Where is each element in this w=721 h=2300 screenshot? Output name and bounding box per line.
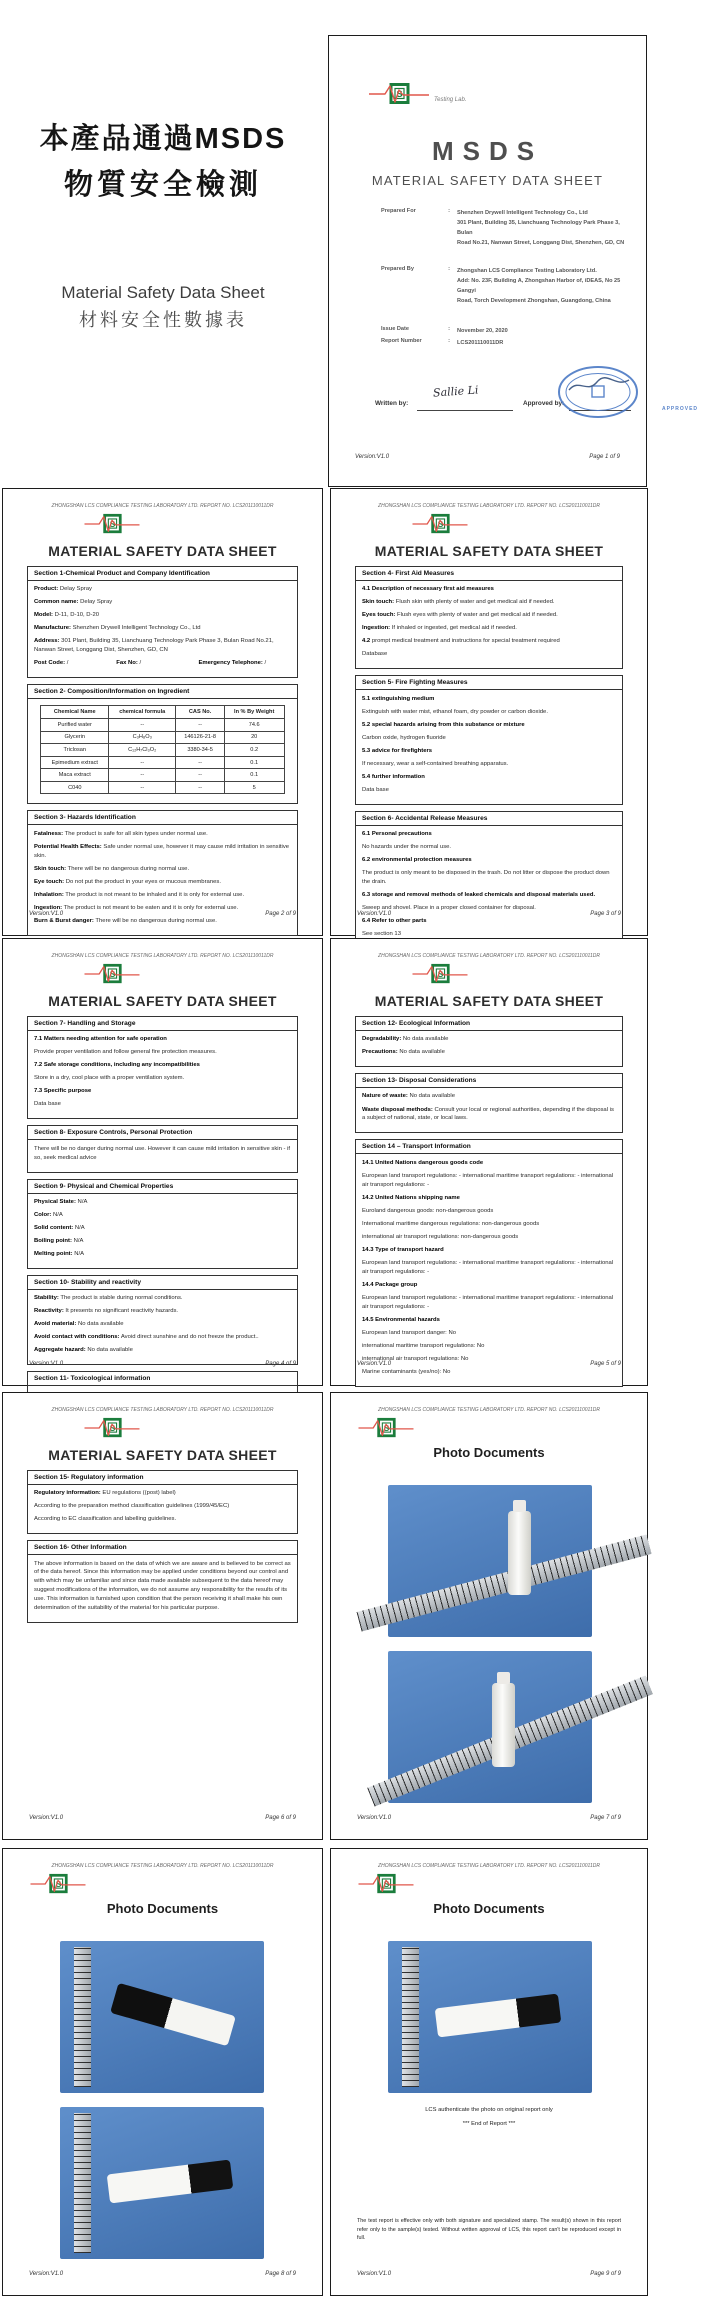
section-box bbox=[355, 1016, 623, 1067]
section-line: Marine contaminants (yes/no): No bbox=[362, 1368, 451, 1375]
prepared-by-value bbox=[457, 266, 633, 306]
section-line: Extinguish with water mist, ethanol foam, dry powder or carbon dioxide. bbox=[362, 708, 548, 715]
section-line: 5.1 extinguishing medium bbox=[362, 695, 435, 702]
page-footer bbox=[357, 911, 621, 917]
issue-date-row bbox=[381, 326, 633, 336]
colon: : bbox=[448, 338, 450, 344]
msds-subtitle: MATERIAL SAFETY DATA SHEET bbox=[371, 173, 604, 188]
table-cell: -- bbox=[109, 756, 176, 769]
photo-page-7 bbox=[330, 1392, 648, 1840]
section-box bbox=[27, 1016, 298, 1119]
end-of-report: *** End of Report *** bbox=[462, 2121, 516, 2127]
prepared-for-line: Shenzhen Drywell Intelligent Technology Co., Ltd bbox=[457, 210, 588, 216]
section-box bbox=[27, 1470, 298, 1534]
report-header: ZHONGSHAN LCS COMPLIANCE TESTING LABORATORY LTD. REPORT NO. LCS201110011DR bbox=[378, 1407, 600, 1413]
table-cell: C₁₂H₇Cl₃O₂ bbox=[109, 744, 176, 757]
section-line: Post Code: / Fax No: / Emergency Telephone: / bbox=[34, 660, 267, 667]
section-box bbox=[355, 566, 623, 669]
table-cell: -- bbox=[109, 718, 176, 731]
section-line: Melting point: N/A bbox=[34, 1250, 85, 1257]
section-title: Section 12- Ecological Information bbox=[356, 1017, 622, 1031]
photo-documents-title: Photo Documents bbox=[106, 1901, 219, 1916]
lcs-logo-icon bbox=[81, 963, 143, 985]
sheet-title: MATERIAL SAFETY DATA SHEET bbox=[48, 1447, 277, 1463]
prepared-by-line: Zhongshan LCS Compliance Testing Laboratory Ltd. bbox=[457, 268, 597, 274]
section-line: International maritime dangerous regulations: non-dangerous goods bbox=[362, 1220, 540, 1227]
page-body bbox=[355, 566, 623, 955]
lcs-logo-icon bbox=[367, 82, 431, 106]
section-line: 7.3 Specific purpose bbox=[34, 1088, 92, 1095]
version-label: Version:V1.0 bbox=[357, 911, 392, 917]
section-line: international air transport regulations: non-dangerous goods bbox=[362, 1233, 519, 1240]
report-header: ZHONGSHAN LCS COMPLIANCE TESTING LABORATORY LTD. REPORT NO. LCS201110011DR bbox=[378, 953, 600, 959]
prepared-for-line: Road No.21, Nanwan Street, Longgang Dist, Shenzhen, GD, CN bbox=[457, 240, 625, 246]
table-cell: Epimedium extract bbox=[41, 756, 109, 769]
section-line: Common name: Delay Spray bbox=[34, 599, 113, 606]
report-number-value: LCS201110011DR bbox=[457, 340, 504, 346]
msds-page-1 bbox=[328, 35, 699, 487]
page-number: Page 3 of 9 bbox=[590, 911, 621, 917]
section-line: Model: D-11, D-10, D-20 bbox=[34, 612, 100, 619]
page-number: Page 1 of 9 bbox=[589, 454, 620, 460]
section-line: Waste disposal methods: Consult your local or regional authorities, depending if the disposal is a subject of national, state, or local laws. bbox=[362, 1106, 614, 1122]
ruler bbox=[402, 1947, 419, 2087]
section-title: Section 14 – Transport Information bbox=[356, 1140, 622, 1154]
msds-page-5 bbox=[330, 938, 648, 1386]
sample-photo bbox=[388, 1485, 592, 1637]
prepared-by-row bbox=[381, 266, 633, 306]
section-line: Solid content: N/A bbox=[34, 1224, 85, 1231]
section-box bbox=[355, 1139, 623, 1386]
sample-bottle bbox=[492, 1683, 515, 1767]
testing-lab-label: Testing Lab. bbox=[434, 97, 467, 103]
section-box bbox=[27, 1540, 298, 1623]
section-title: Section 7- Handling and Storage bbox=[28, 1017, 297, 1031]
page-body bbox=[27, 1470, 298, 1629]
section-line: There will be no danger during normal use. However it can cause mild irritation in sensitive skin - if so, seek medical advice bbox=[34, 1145, 291, 1161]
section-line: Avoid contact with conditions: Avoid direct sunshine and do not freeze the product.. bbox=[34, 1334, 259, 1341]
section-line: According to EC classification and labelling guidelines. bbox=[34, 1516, 177, 1523]
prepared-by-line: Add: No. 23F, Building A, Zhongshan Harbor of, iDEAS, No 25 Gangyi bbox=[457, 278, 621, 294]
section-title: Section 4- First Aid Measures bbox=[356, 567, 622, 581]
section-line: 5.2 special hazards arising from this substance or mixture bbox=[362, 721, 525, 728]
sample-photo bbox=[388, 1651, 592, 1803]
section-line: 14.3 Type of transport hazard bbox=[362, 1246, 444, 1253]
section-line: European land transport danger: No bbox=[362, 1329, 456, 1336]
page-number: Page 4 of 9 bbox=[265, 1361, 296, 1367]
section-line: 6.1 Personal precautions bbox=[362, 831, 432, 838]
sheet-title: MATERIAL SAFETY DATA SHEET bbox=[374, 543, 604, 559]
section-line: The above information is based on the data of which we are aware and is believed to be correct as of the data hereof. Since this information may be applied under conditions beyond our control and with which may be unfamiliar and since data made available subsequent to the data hereof may suggest modifications of the information, we do not assume any responsibility for the results of its use. This information is furnished upon condition that the person receiving it shall make his own determination of the suitability of the material for his particular purpose. bbox=[34, 1560, 291, 1611]
section-title: Section 15- Regulatory information bbox=[28, 1471, 297, 1485]
sample-photo bbox=[60, 1941, 264, 2093]
section-line: 5.3 advice for firefighters bbox=[362, 747, 433, 754]
section-box bbox=[27, 1179, 298, 1269]
page-body bbox=[27, 566, 298, 942]
section-line: Sweep and shovel. Place in a proper closed container for disposal. bbox=[362, 905, 536, 912]
sample-photo bbox=[60, 2107, 264, 2259]
page-footer bbox=[29, 1361, 296, 1367]
stamp-icon bbox=[557, 364, 639, 420]
table-cell: 0.1 bbox=[224, 769, 284, 782]
section-line: Product: Delay Spray bbox=[34, 586, 92, 593]
lcs-logo-icon bbox=[81, 1417, 143, 1439]
sheet-title: MATERIAL SAFETY DATA SHEET bbox=[374, 993, 604, 1009]
section-box bbox=[355, 811, 623, 949]
section-line: Skin touch: There will be no dangerous during normal use. bbox=[34, 865, 190, 872]
table-cell: -- bbox=[176, 769, 224, 782]
report-disclaimer: The test report is effective only with both signature and specialized stamp. The result(s) shown in this report refer only to the sample(s) tested. Without written approval of LCS, this report can't be reproduced except in full. bbox=[357, 2218, 621, 2242]
section-line: Data base bbox=[34, 1101, 61, 1108]
section-line: 14.4 Package group bbox=[362, 1281, 418, 1288]
issue-date-value: November 20, 2020 bbox=[457, 328, 508, 334]
section-line: Precautions: No data available bbox=[362, 1049, 445, 1056]
section-line: 6.2 environmental protection measures bbox=[362, 857, 472, 864]
sheet-title: MATERIAL SAFETY DATA SHEET bbox=[48, 543, 277, 559]
colon: : bbox=[448, 208, 450, 214]
section-line: Euroland dangerous goods: non-dangerous goods bbox=[362, 1207, 494, 1214]
table-cell: C₃H₈O₃ bbox=[109, 731, 176, 744]
msds-page-3 bbox=[330, 488, 648, 936]
section-line: Database bbox=[362, 651, 388, 658]
section-box bbox=[27, 1125, 298, 1172]
table-cell: -- bbox=[176, 781, 224, 794]
table-cell: 20 bbox=[224, 731, 284, 744]
report-header: ZHONGSHAN LCS COMPLIANCE TESTING LABORATORY LTD. REPORT NO. LCS201110011DR bbox=[51, 1863, 274, 1869]
section-box bbox=[27, 684, 298, 804]
section-line: Degradability: No data available bbox=[362, 1036, 449, 1043]
page-number: Page 2 of 9 bbox=[265, 911, 296, 917]
section-line: See section 13 bbox=[362, 931, 401, 938]
page-number: Page 9 of 9 bbox=[590, 2271, 621, 2277]
report-number-label: Report Number bbox=[381, 338, 422, 344]
page-body bbox=[27, 1016, 298, 1416]
table-cell: -- bbox=[176, 718, 224, 731]
sample-bottle bbox=[110, 1983, 236, 2046]
section-line: The product is only meant to be disposed in the trash. Do not litter or dispose the product down the drain. bbox=[362, 870, 610, 886]
table-cell: Purified water bbox=[41, 718, 109, 731]
prepared-by-label: Prepared By bbox=[381, 266, 414, 272]
page-number: Page 7 of 9 bbox=[590, 1815, 621, 1821]
lcs-logo-icon bbox=[355, 1417, 417, 1439]
section-line: Manufacture: Shenzhen Drywell Intelligent Technology Co., Ltd bbox=[34, 625, 201, 632]
version-label: Version:V1.0 bbox=[355, 454, 390, 460]
section-line: Nature of waste: No data available bbox=[362, 1093, 455, 1100]
table-cell: -- bbox=[109, 781, 176, 794]
section-line: 14.1 United Nations dangerous goods code bbox=[362, 1159, 484, 1166]
section-line: international air transport regulations: No bbox=[362, 1355, 469, 1362]
version-label: Version:V1.0 bbox=[357, 2271, 392, 2277]
page-footer bbox=[355, 454, 620, 460]
written-signature-line bbox=[417, 410, 513, 411]
approved-by-label: Approved by: bbox=[523, 400, 565, 407]
colon: : bbox=[448, 266, 450, 272]
section-title: Section 6- Accidental Release Measures bbox=[356, 812, 622, 826]
table-cell: 146126-21-8 bbox=[176, 731, 224, 744]
section-line: Stability: The product is stable during normal conditions. bbox=[34, 1295, 183, 1302]
section-line: Ingestion: If inhaled or ingested, get medical aid if needed. bbox=[362, 625, 517, 632]
table-cell: Triclosan bbox=[41, 744, 109, 757]
report-header: ZHONGSHAN LCS COMPLIANCE TESTING LABORATORY LTD. REPORT NO. LCS201110011DR bbox=[51, 503, 274, 509]
lcs-logo-icon bbox=[409, 963, 471, 985]
hero-text-block bbox=[0, 0, 326, 360]
ruler bbox=[74, 1947, 91, 2087]
table-cell: 5 bbox=[224, 781, 284, 794]
approved-signature-scribble bbox=[569, 378, 629, 390]
section-line: Burn & Burst danger: There will be no dangerous during normal use. bbox=[34, 917, 217, 924]
page-number: Page 8 of 9 bbox=[265, 2271, 296, 2277]
sample-photo bbox=[388, 1941, 592, 2093]
section-title: Section 9- Physical and Chemical Properties bbox=[28, 1180, 297, 1194]
section-line: Address: 301 Plant, Building 35, Lianchuang Technology Park Phase 3, Bulan Road No.21, Nanwan Street, Longgang Dist, Shenzhen, GD, CN bbox=[34, 638, 274, 654]
table-cell: 3380-34-5 bbox=[176, 744, 224, 757]
prepared-for-line: 301 Plant, Building 35, Lianchuang Technology Park Phase 3, Bulan bbox=[457, 220, 620, 236]
written-signature: Sallie Li bbox=[432, 383, 479, 400]
section-line: Ingestion: The product is not meant to be eaten and it is only for external use. bbox=[34, 904, 239, 911]
table-cell: 74.6 bbox=[224, 718, 284, 731]
table-cell: Glycerin bbox=[41, 731, 109, 744]
msds-page-2 bbox=[2, 488, 323, 936]
photo-page-9 bbox=[330, 1848, 648, 2296]
sample-bottle bbox=[107, 2160, 234, 2204]
section-line: Fatalness: The product is safe for all skin types under normal use. bbox=[34, 830, 208, 837]
prepared-for-value bbox=[457, 208, 633, 248]
report-header: ZHONGSHAN LCS COMPLIANCE TESTING LABORATORY LTD. REPORT NO. LCS201110011DR bbox=[51, 1407, 274, 1413]
section-line: European land transport regulations: - international maritime transport regulations: - international air transport regulations: - bbox=[362, 1172, 614, 1188]
stamp-text: APPROVED bbox=[661, 406, 699, 412]
prepared-for-label: Prepared For bbox=[381, 208, 416, 214]
page-number: Page 5 of 9 bbox=[590, 1361, 621, 1367]
table-cell: C040 bbox=[41, 781, 109, 794]
lcs-logo-icon bbox=[81, 513, 143, 535]
lcs-logo-icon bbox=[355, 1873, 417, 1895]
section-line: 5.4 further information bbox=[362, 773, 425, 780]
page-footer bbox=[29, 911, 296, 917]
hero-title-line2: 物質安全檢測 bbox=[63, 169, 262, 201]
version-label: Version:V1.0 bbox=[29, 1815, 64, 1821]
section-line: Aggregate hazard: No data available bbox=[34, 1347, 133, 1354]
page-footer bbox=[357, 2271, 621, 2277]
table-cell: Maca extract bbox=[41, 769, 109, 782]
table-header-cell: chemical formula bbox=[109, 706, 176, 719]
section-line: 6.4 Refer to other parts bbox=[362, 918, 427, 925]
section-line: No hazards under the normal use. bbox=[362, 844, 452, 851]
section-line: Eyes touch: Flush eyes with plenty of water and get medical aid if needed. bbox=[362, 612, 558, 619]
issue-date-label: Issue Date bbox=[381, 326, 409, 332]
prepared-for-row bbox=[381, 208, 633, 248]
table-header-cell: In % By Weight bbox=[224, 706, 284, 719]
table-header-cell: Chemical Name bbox=[41, 706, 109, 719]
lcs-logo bbox=[367, 82, 466, 106]
photo-documents-title: Photo Documents bbox=[433, 1445, 545, 1460]
report-header: ZHONGSHAN LCS COMPLIANCE TESTING LABORATORY LTD. REPORT NO. LCS201110011DR bbox=[378, 503, 600, 509]
hero-subtitle-en: Material Safety Data Sheet bbox=[61, 283, 265, 302]
table-cell: 0.2 bbox=[224, 744, 284, 757]
section-line: 7.2 Safe storage conditions, including any incompatibilities bbox=[34, 1062, 200, 1069]
section-line: 14.2 United Nations shipping name bbox=[362, 1194, 460, 1201]
section-line: Potential Health Effects: Safe under normal use, however it may cause mild irritation in sensitive skin. bbox=[34, 843, 290, 859]
approval-stamp bbox=[557, 364, 699, 420]
version-label: Version:V1.0 bbox=[29, 1361, 64, 1367]
section-line: 6.3 storage and removal methods of leaked chemicals and disposal materials used. bbox=[362, 892, 596, 899]
ingredient-table bbox=[40, 705, 284, 794]
ruler bbox=[74, 2113, 91, 2253]
section-line: 7.1 Matters needing attention for safe operation bbox=[34, 1036, 167, 1043]
hero-subtitle-zh: 材料安全性數據表 bbox=[79, 310, 247, 330]
section-line: Eye touch: Do not put the product in your eyes or mucous membranes. bbox=[34, 878, 221, 885]
section-line: Boiling point: N/A bbox=[34, 1237, 84, 1244]
hero-title-line1: 本產品通過MSDS bbox=[39, 123, 287, 155]
report-header: ZHONGSHAN LCS COMPLIANCE TESTING LABORATORY LTD. REPORT NO. LCS201110011DR bbox=[378, 1863, 600, 1869]
section-line: international maritime transport regulations: No bbox=[362, 1342, 485, 1349]
authenticate-note: LCS authenticate the photo on original report only bbox=[425, 2107, 553, 2113]
section-title: Section 2- Composition/Information on Ingredient bbox=[28, 685, 297, 699]
photo-page-8 bbox=[2, 1848, 323, 2296]
sheet-title: MATERIAL SAFETY DATA SHEET bbox=[48, 993, 277, 1009]
section-box bbox=[27, 1275, 298, 1365]
page-footer bbox=[29, 2271, 296, 2277]
section-line: If necessary, wear a self-contained breathing apparatus. bbox=[362, 760, 509, 767]
section-title: Section 16- Other Information bbox=[28, 1541, 297, 1555]
photo-documents-title: Photo Documents bbox=[433, 1901, 545, 1916]
page-footer bbox=[357, 1815, 621, 1821]
section-title: Section 10- Stability and reactivity bbox=[28, 1276, 297, 1290]
section-line: Skin touch: Flush skin with plenty of water and get medical aid if needed. bbox=[362, 599, 555, 606]
table-header-cell: CAS No. bbox=[176, 706, 224, 719]
version-label: Version:V1.0 bbox=[29, 911, 64, 917]
page-body bbox=[355, 1016, 623, 1393]
section-title: Section 5- Fire Fighting Measures bbox=[356, 676, 622, 690]
section-box bbox=[355, 675, 623, 805]
table-cell: -- bbox=[176, 756, 224, 769]
section-line: Data base bbox=[362, 786, 389, 793]
msds-page-6 bbox=[2, 1392, 323, 1840]
section-line: European land transport regulations: - international maritime transport regulations: - international air transport regulations: - bbox=[362, 1294, 614, 1310]
section-line: Inhalation: The product is not meant to be inhaled and it is only for external use. bbox=[34, 891, 245, 898]
report-number-row bbox=[381, 338, 633, 348]
table-cell: 0.1 bbox=[224, 756, 284, 769]
prepared-by-line: Road, Torch Development Zhongshan, Guangdong, China bbox=[457, 298, 611, 304]
section-line: Carbon oxide, hydrogen fluoride bbox=[362, 734, 446, 741]
section-title: Section 8- Exposure Controls, Personal Protection bbox=[28, 1126, 297, 1140]
lcs-logo-icon bbox=[409, 513, 471, 535]
section-title: Section 11- Toxicological information bbox=[28, 1372, 297, 1386]
msds-title: MSDS bbox=[431, 136, 544, 166]
report-header: ZHONGSHAN LCS COMPLIANCE TESTING LABORATORY LTD. REPORT NO. LCS201110011DR bbox=[51, 953, 274, 959]
section-line: Store in a dry, cool place with a proper ventilation system. bbox=[34, 1075, 185, 1082]
section-line: Reactivity: It presents no significant reactivity hazards. bbox=[34, 1308, 179, 1315]
page-number: Page 6 of 9 bbox=[265, 1815, 296, 1821]
section-line: Avoid material: No data available bbox=[34, 1321, 124, 1328]
section-line: Color: N/A bbox=[34, 1211, 63, 1218]
section-title: Section 1-Chemical Product and Company Identification bbox=[28, 567, 297, 581]
ruler bbox=[357, 1535, 652, 1632]
section-line: European land transport regulations: - international maritime transport regulations: - international air transport regulations: - bbox=[362, 1259, 614, 1275]
section-box bbox=[27, 566, 298, 678]
sample-bottle bbox=[435, 1994, 562, 2038]
sample-bottle bbox=[508, 1511, 531, 1595]
section-box bbox=[355, 1073, 623, 1133]
section-line: 4.1 Description of necessary first aid measures bbox=[362, 586, 494, 593]
section-line: 14.5 Environmental hazards bbox=[362, 1316, 440, 1323]
msds-page-4 bbox=[2, 938, 323, 1386]
written-by-label: Written by: bbox=[375, 400, 409, 407]
section-title: Section 13- Disposal Considerations bbox=[356, 1074, 622, 1088]
section-box bbox=[27, 810, 298, 935]
version-label: Version:V1.0 bbox=[357, 1361, 392, 1367]
page-footer bbox=[357, 1361, 621, 1367]
lcs-logo-icon bbox=[27, 1873, 89, 1895]
page-footer bbox=[29, 1815, 296, 1821]
section-line: 4.2 prompt medical treatment and instructions for special treatment required bbox=[362, 638, 560, 645]
table-cell: -- bbox=[109, 769, 176, 782]
version-label: Version:V1.0 bbox=[29, 2271, 64, 2277]
section-line: According to the preparation method classification guidelines (1999/45/EC) bbox=[34, 1503, 230, 1510]
section-line: Provide proper ventilation and follow general fire protection measures. bbox=[34, 1049, 217, 1056]
section-title: Section 3- Hazards Identification bbox=[28, 811, 297, 825]
version-label: Version:V1.0 bbox=[357, 1815, 392, 1821]
section-line: Regulatory information: EU regulations ((post) label) bbox=[34, 1490, 176, 1497]
colon: : bbox=[448, 326, 450, 332]
section-line: Physical State: N/A bbox=[34, 1198, 88, 1205]
